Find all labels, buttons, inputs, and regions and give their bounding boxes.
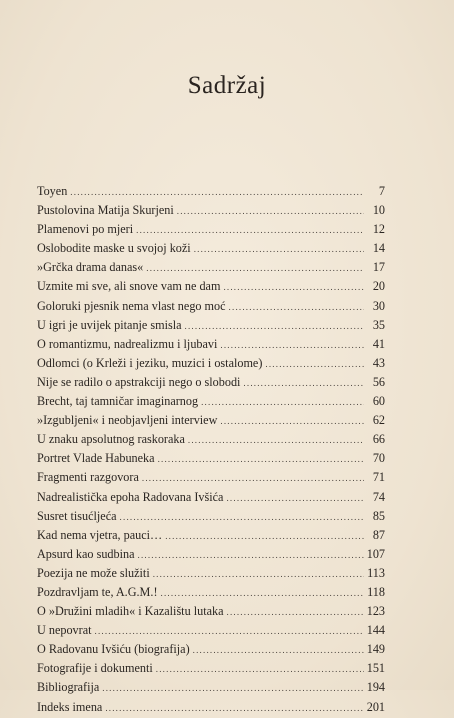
toc-entry-page-number: 35 [372,317,385,332]
toc-entry [37,488,385,507]
toc-entry [37,583,385,602]
toc-entry-title: Fragmenti razgovora [37,470,139,485]
dot-leader [158,450,364,469]
toc-entry-page-number: 20 [372,279,385,294]
toc-entry-page-number: 41 [372,336,385,351]
dot-leader [188,431,364,450]
toc-entry [37,354,385,373]
dot-leader [102,679,363,698]
dot-leader [105,699,363,718]
dot-leader [223,278,364,297]
dot-leader [220,412,364,431]
toc-entry-page-number: 43 [372,355,385,370]
toc-entry [37,640,385,659]
toc-entry-page-number: 149 [366,642,385,657]
dot-leader [153,565,364,584]
toc-entry-title: Nije se radilo o apstrakciji nego o slobodi [37,374,241,389]
toc-entry-page-number: 71 [372,470,385,485]
toc-entry [37,430,385,449]
dot-leader [193,641,364,660]
toc-entry-title: Portret Vlade Habuneka [37,451,155,466]
toc-entry [37,411,385,430]
toc-entry-page-number: 113 [367,565,385,580]
toc-entry-page-number: 14 [372,241,385,256]
toc-entry-title: Goloruki pjesnik nema vlast nego moć [37,298,226,313]
toc-entry-title: U nepovrat [37,623,92,638]
dot-leader [161,584,365,603]
toc-entry [37,201,385,220]
toc-entry-title: Nadrealistička epoha Radovana Ivšića [37,489,224,504]
toc-entry-title: Kad nema vjetra, pauci… [37,527,163,542]
toc-entry-title: Fotografije i dokumenti [37,661,153,676]
dot-leader [142,469,364,488]
toc-entry [37,239,385,258]
toc-entry-title: U znaku apsolutnog raskoraka [37,432,185,447]
toc-entry [37,602,385,621]
toc-entry-page-number: 60 [372,394,385,409]
toc-entry [37,335,385,354]
dot-leader [146,259,364,278]
toc-entry [37,316,385,335]
toc-entry [37,182,385,201]
dot-leader [265,355,364,374]
toc-entry-title: O »Družini mladih« i Kazalištu lutaka [37,604,224,619]
toc-entry-page-number: 7 [378,184,385,198]
toc-entry [37,507,385,526]
toc-entry-title: Odlomci (o Krleži i jeziku, muzici i ostalome) [37,355,263,370]
dot-leader [201,393,364,412]
toc-entry-title: Oslobodite maske u svojoj koži [37,241,191,256]
toc-entry-title: Indeks imena [37,699,103,714]
table-of-contents [37,182,385,717]
dot-leader [120,508,364,527]
toc-entry-page-number: 17 [372,260,385,275]
toc-entry [37,621,385,640]
dot-leader [138,546,364,565]
dot-leader [185,317,364,336]
toc-entry [37,698,385,717]
toc-entry-page-number: 151 [366,661,385,676]
toc-entry [37,392,385,411]
toc-entry-title: Apsurd kao sudbina [37,546,135,561]
toc-entry-page-number: 74 [372,489,385,504]
toc-entry-page-number: 10 [372,203,385,218]
toc-entry-page-number: 194 [366,680,385,695]
dot-leader [177,202,364,221]
toc-entry-title: U igri je uvijek pitanje smisla [37,317,182,332]
toc-entry-title: Bibliografija [37,680,100,695]
toc-entry [37,659,385,678]
toc-entry-title: Susret tisućljeća [37,508,117,523]
page-title: Sadržaj [187,72,267,99]
toc-entry [37,468,385,487]
dot-leader [229,298,364,317]
dot-leader [156,660,364,679]
dot-leader [165,527,364,546]
toc-entry [37,297,385,316]
dot-leader [227,603,364,622]
toc-entry-page-number: 62 [372,413,385,428]
toc-entry-page-number: 87 [372,527,385,542]
toc-entry-page-number: 123 [366,604,385,619]
dot-leader [136,221,364,240]
toc-entry [37,545,385,564]
toc-entry-page-number: 107 [366,546,385,561]
toc-entry-page-number: 30 [372,298,385,313]
toc-entry-title: Plamenovi po mjeri [37,222,134,237]
toc-entry-page-number: 144 [366,623,385,638]
toc-entry-page-number: 85 [372,508,385,523]
toc-entry-page-number: 66 [372,432,385,447]
dot-leader [70,183,364,202]
toc-entry [37,258,385,277]
toc-entry-page-number: 56 [372,374,385,389]
toc-entry-page-number: 70 [372,451,385,466]
toc-entry-title: O romantizmu, nadrealizmu i ljubavi [37,336,218,351]
dot-leader [194,240,364,259]
toc-entry-title: Pustolovina Matija Skurjeni [37,203,174,218]
toc-entry-title: Brecht, taj tamničar imaginarnog [37,394,199,409]
dot-leader [95,622,364,641]
toc-entry [37,220,385,239]
dot-leader [243,374,364,393]
toc-entry [37,373,385,392]
toc-entry-title: »Grčka drama danas« [37,260,144,275]
toc-entry [37,526,385,545]
toc-entry-title: O Radovanu Ivšiću (biografija) [37,642,190,657]
toc-entry [37,564,385,583]
toc-entry-title: Pozdravljam te, A.G.M.! [37,584,158,599]
toc-entry-title: Poezija ne može služiti [37,565,150,580]
toc-entry-page-number: 118 [367,584,385,599]
toc-entry-page-number: 201 [366,699,385,714]
toc-entry-title: »Izgubljeni« i neobjavljeni interview [37,413,218,428]
toc-entry-title: Toyen [37,184,68,198]
toc-entry [37,277,385,296]
toc-entry-title: Uzmite mi sve, ali snove vam ne dam [37,279,221,294]
dot-leader [220,336,364,355]
toc-entry-page-number: 12 [372,222,385,237]
dot-leader [226,489,364,508]
toc-entry [37,449,385,468]
toc-entry [37,678,385,697]
